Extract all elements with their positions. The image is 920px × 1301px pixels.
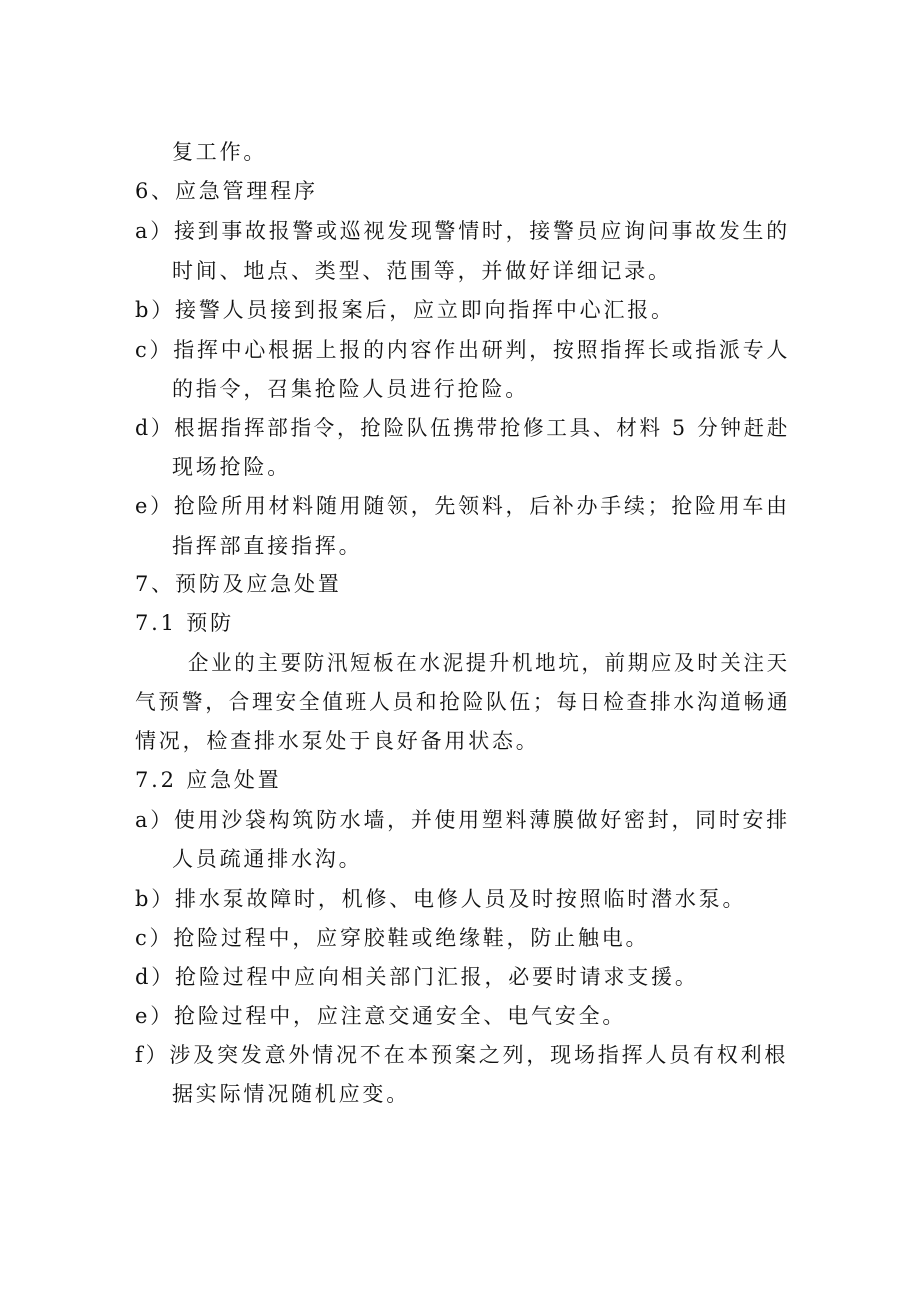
list-item: b）接警人员接到报案后，应立即向指挥中心汇报。: [135, 298, 675, 322]
list-item: d）根据指挥部指令，抢险队伍携带抢修工具、材料 5 分钟赶赴: [135, 416, 791, 440]
list-item: c）抢险过程中，应穿胶鞋或绝缘鞋，防止触电。: [135, 926, 650, 950]
text-line: 时间、地点、类型、范围等，并做好详细记录。: [172, 259, 672, 283]
list-item: c）指挥中心根据上报的内容作出研判，按照指挥长或指派专人: [135, 338, 791, 362]
list-item: b）排水泵故障时，机修、电修人员及时按照临时潜水泵。: [135, 887, 747, 911]
subsection-heading: 7.2 应急处置: [135, 768, 282, 792]
list-item: e）抢险所用材料随用随领，先领料，后补办手续；抢险用车由: [135, 494, 790, 518]
list-item: a）使用沙袋构筑防水墙，并使用塑料薄膜做好密封，同时安排: [135, 808, 790, 832]
text-line: 现场抢险。: [172, 455, 291, 479]
paragraph-line: 企业的主要防汛短板在水泥提升机地坑，前期应及时关注天: [188, 651, 790, 675]
list-item: a）接到事故报警或巡视发现警情时，接警员应询问事故发生的: [135, 219, 790, 243]
paragraph-line: 气预警，合理安全值班人员和抢险队伍；每日检查排水沟道畅通: [135, 690, 791, 714]
paragraph-line: 情况，检查排水泵处于良好备用状态。: [135, 729, 540, 753]
subsection-heading: 7.1 预防: [135, 611, 234, 635]
text-line: 的指令，召集抢险人员进行抢险。: [172, 377, 529, 401]
section-heading: 7、预防及应急处置: [135, 572, 342, 596]
section-heading: 6、应急管理程序: [135, 179, 318, 203]
text-line: 指挥部直接指挥。: [172, 534, 363, 558]
list-item: d）抢险过程中应向相关部门汇报，必要时请求支援。: [135, 965, 699, 989]
text-line: 据实际情况随机应变。: [172, 1082, 410, 1106]
text-line: 复工作。: [172, 140, 268, 164]
list-item: e）抢险过程中，应注意交通安全、电气安全。: [135, 1004, 627, 1028]
text-line: 人员疏通排水沟。: [172, 847, 363, 871]
list-item: f）涉及突发意外情况不在本预案之列，现场指挥人员有权利根: [135, 1043, 789, 1067]
